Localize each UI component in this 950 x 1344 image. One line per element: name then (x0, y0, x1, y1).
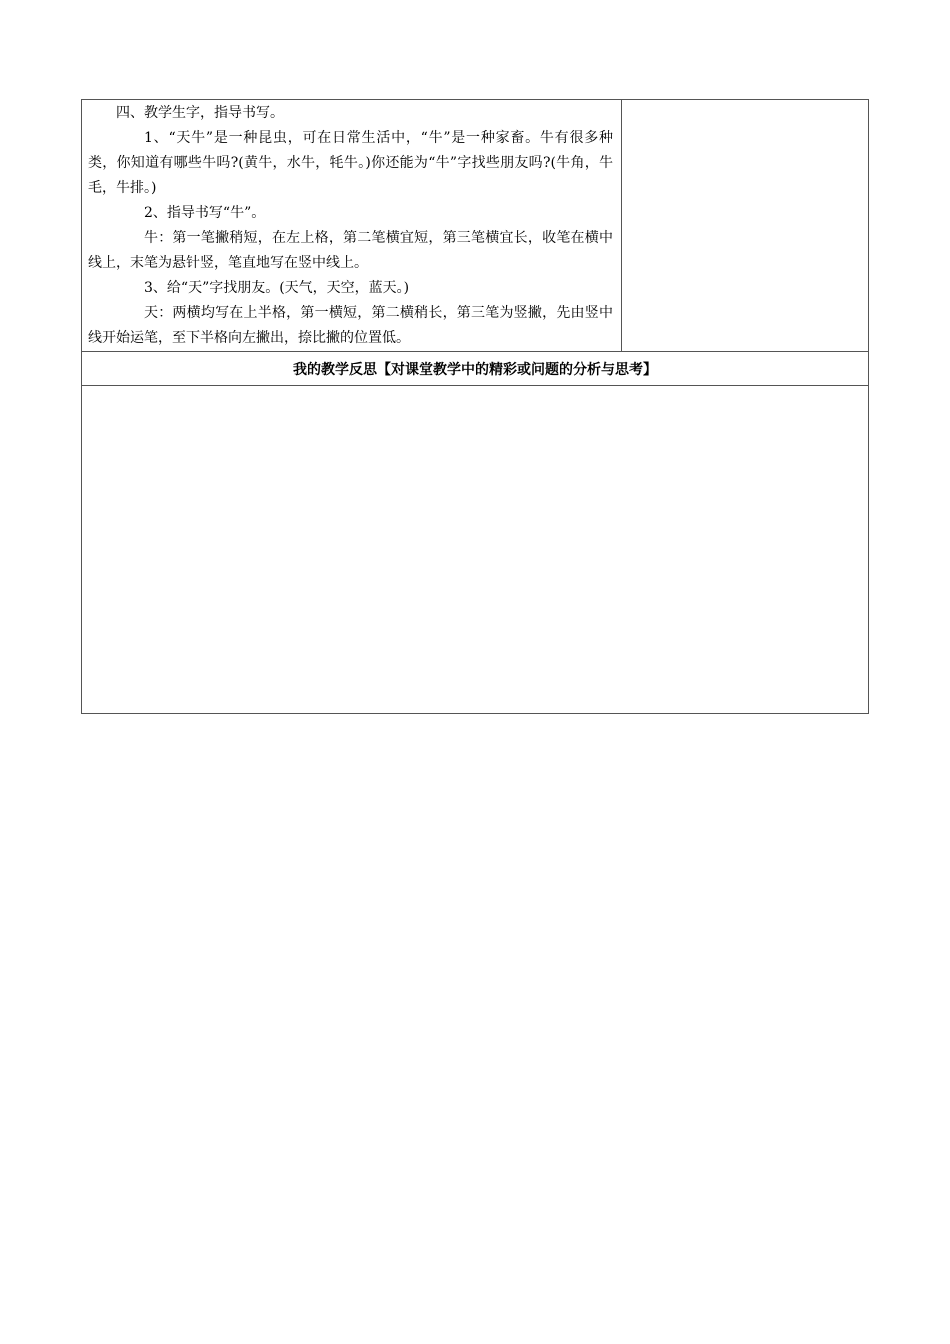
notes-cell (622, 100, 869, 352)
reflection-header: 我的教学反思【对课堂教学中的精彩或问题的分析与思考】 (82, 352, 869, 386)
reflection-body (82, 386, 869, 714)
paragraph-2: 2、指导书写“牛”。 (144, 205, 266, 221)
paragraph-1: 1、“天牛”是一种昆虫，可在日常生活中，“牛”是一种家畜。牛有很多种类，你知道有哪些牛吗?(黄牛，水牛，牦牛。)你还能为“牛”字找些朋友吗?(牛角，牛毛，牛排。) (88, 130, 613, 196)
reflection-body-row (82, 386, 869, 714)
teaching-content-cell (82, 100, 622, 352)
section-heading: 四、教学生字，指导书写。 (116, 105, 284, 121)
paragraph-4: 3、给“天”字找朋友。(天气，天空，蓝天。) (144, 280, 410, 296)
reflection-header-row (82, 352, 869, 386)
paragraph-5: 天：两横均写在上半格，第一横短，第二横稍长，第三笔为竖撇，先由竖中线开始运笔，至下半格向左撇出，捺比撇的位置低。 (88, 305, 613, 346)
paragraph-3: 牛：第一笔撇稍短，在左上格，第二笔横宜短，第三笔横宜长，收笔在横中线上，末笔为悬针竖，笔直地写在竖中线上。 (88, 230, 613, 271)
lesson-plan-table (81, 99, 869, 714)
teaching-row (82, 100, 869, 352)
